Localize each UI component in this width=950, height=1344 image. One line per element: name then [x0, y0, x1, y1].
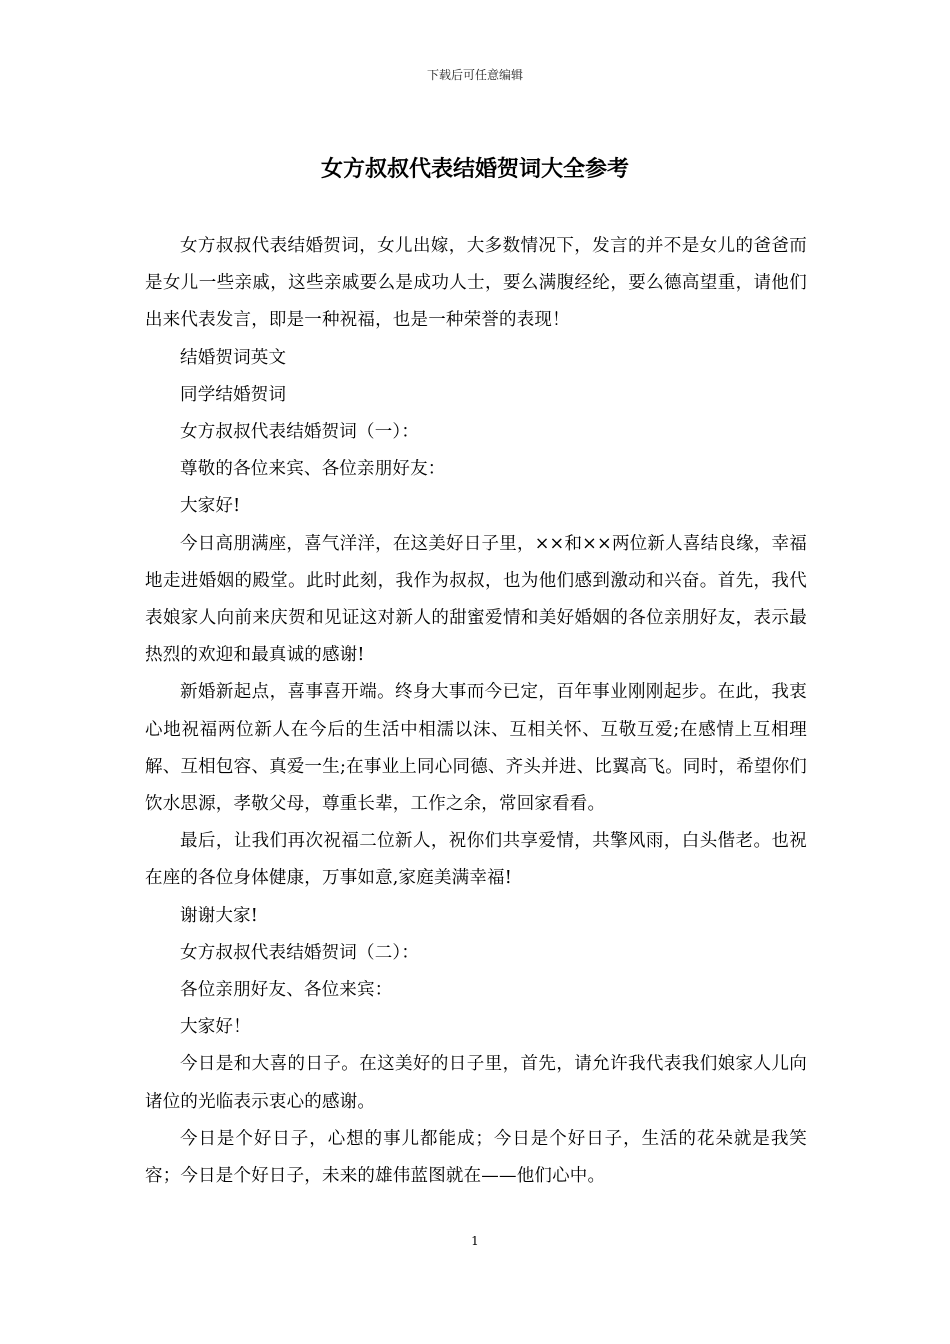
- paragraph-greeting-two: 大家好！: [180, 1017, 251, 1038]
- paragraph-salutation-two: 各位亲朋好友、各位来宾：: [180, 980, 393, 1001]
- paragraph-body-two-a: 今日是和大喜的日子。在这美好的日子里，首先，请允许我代表我们娘家人儿向诸位的光临表示衷心的感谢。: [145, 1054, 807, 1112]
- paragraph-thanks-one: 谢谢大家!: [180, 905, 259, 926]
- paragraph-salutation-one: 尊敬的各位来宾、各位亲朋好友：: [180, 459, 446, 480]
- document-title: 女方叔叔代表结婚贺词大全参考: [320, 156, 629, 182]
- paragraph-link-classmate: 同学结婚贺词: [180, 384, 287, 405]
- section-heading-two: 女方叔叔代表结婚贺词（二）：: [180, 942, 420, 963]
- paragraph-body-one-c: 最后，让我们再次祝福二位新人，祝你们共享爱情，共擎风雨，白头偕老。也祝在座的各位身体健康，万事如意,家庭美满幸福!: [145, 831, 807, 889]
- paragraph-body-one-a: 今日高朋满座，喜气洋洋，在这美好日子里，××和××两位新人喜结良缘，幸福地走进婚姻的殿堂。此时此刻，我作为叔叔，也为他们感到激动和兴奋。首先，我代表娘家人向前来庆贺和见证这对新人的甜蜜爱情和美好婚姻的各位亲朋好友，表示最热烈的欢迎和最真诚的感谢!: [145, 533, 807, 666]
- paragraph-greeting-one: 大家好!: [180, 496, 241, 517]
- page-number: 1: [471, 1234, 479, 1248]
- document-body: [145, 228, 807, 1195]
- paragraph-body-two-b: 今日是个好日子，心想的事儿都能成；今日是个好日子，生活的花朵就是我笑容；今日是个好日子，未来的雄伟蓝图就在——他们心中。: [145, 1128, 807, 1187]
- section-heading-one: 女方叔叔代表结婚贺词（一）：: [180, 422, 420, 443]
- paragraph-body-one-b: 新婚新起点，喜事喜开端。终身大事而今已定，百年事业刚刚起步。在此，我衷心地祝福两位新人在今后的生活中相濡以沫、互相关怀、互敬互爱;在感情上互相理解、互相包容、真爱一生;在事业上同心同德、齐头并进、比翼高飞。同时，希望你们饮水思源，孝敬父母，尊重长辈，工作之余，常回家看看。: [145, 682, 807, 815]
- paragraph-intro: 女方叔叔代表结婚贺词，女儿出嫁，大多数情况下，发言的并不是女儿的爸爸而是女儿一些亲戚，这些亲戚要么是成功人士，要么满腹经纶，要么德高望重，请他们出来代表发言，即是一种祝福，也是一种荣誉的表现！: [145, 236, 807, 331]
- paragraph-link-english: 结婚贺词英文: [180, 347, 287, 368]
- page-header-note: 下载后可任意编辑: [426, 68, 523, 82]
